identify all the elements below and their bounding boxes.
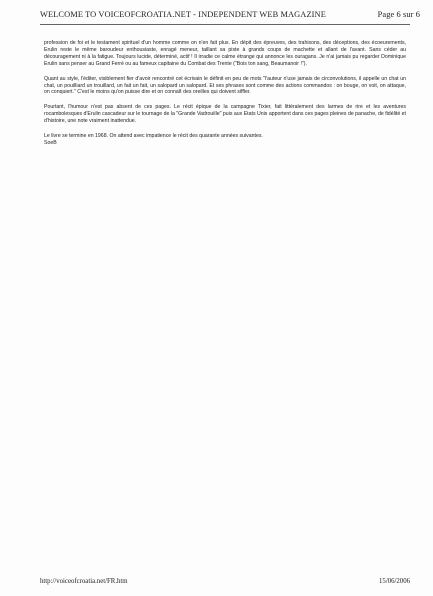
site-title: WELCOME TO VOICEOFCROATIA.NET - INDEPENDENT WEB MAGAZINE [40, 10, 326, 19]
source-url: http://voiceofcroatia.net/FR.htm [40, 578, 128, 585]
print-date: 15/06/2006 [379, 578, 410, 585]
page-header [40, 10, 420, 24]
article-paragraph: Le livre se termine en 1968. On attend avec impatience le récit des quarante années suivantes. [44, 133, 263, 140]
article-paragraph: profession de foi et le testament spirituel d'un homme comme on n'en fait plus. En dépit des épreuves, des trahisons, des déceptions, des écoeurements, Erulin reste le même baroudeur enthousiaste, enragé meneur, taillant sa piste à grands coups de machette et allant de l'avant. Sans céder au découragement ni à la fatigue. Toujours lucide, déterminé, actif ! Il irradie ce calme étrange qui annonce les ouragans. Je n'ai jamais pu regarder Dominique Erulin sans penser au Grand Ferré ou au fameux capitaine du Combat des Trente ("Bois ton sang, Beaumanoir !"). [44, 40, 406, 67]
article-body [44, 40, 406, 147]
article-paragraph: Pourtant, l'humour n'est pas absent de ces pages. Le récit épique de la campagne Tixier, fait littéralement des larmes de rire et les aventures rocambolesques d'Erulin cascadeur sur le tournage de la "Grande Vadrouille" puis aux Etats Unis apportent dans ces pages pleines de panache, de fidélité et d'histoire, une note vraiment inattendue. [44, 104, 406, 125]
article-paragraph: Quant au style, l'éditer, visiblement fier d'avoir rencontré cet écrivain le définit en peu de mots "l'auteur n'use jamais de circonvolutions, il appelle un chat un chat, un pouilliard un trouillard, un fait un fait, un salopard un salopard. Et ses phrases sont comme des actions commandos : on bouge, on voit, on attaque, on conquiert." C'est le moins qu'on puisse dire et on connaît des oreilles qui doivent siffler. [44, 75, 406, 96]
page-footer [40, 578, 410, 590]
author-signature: SoeB [44, 139, 57, 146]
header-rule [40, 24, 410, 25]
page-indicator: Page 6 sur 6 [377, 10, 420, 19]
